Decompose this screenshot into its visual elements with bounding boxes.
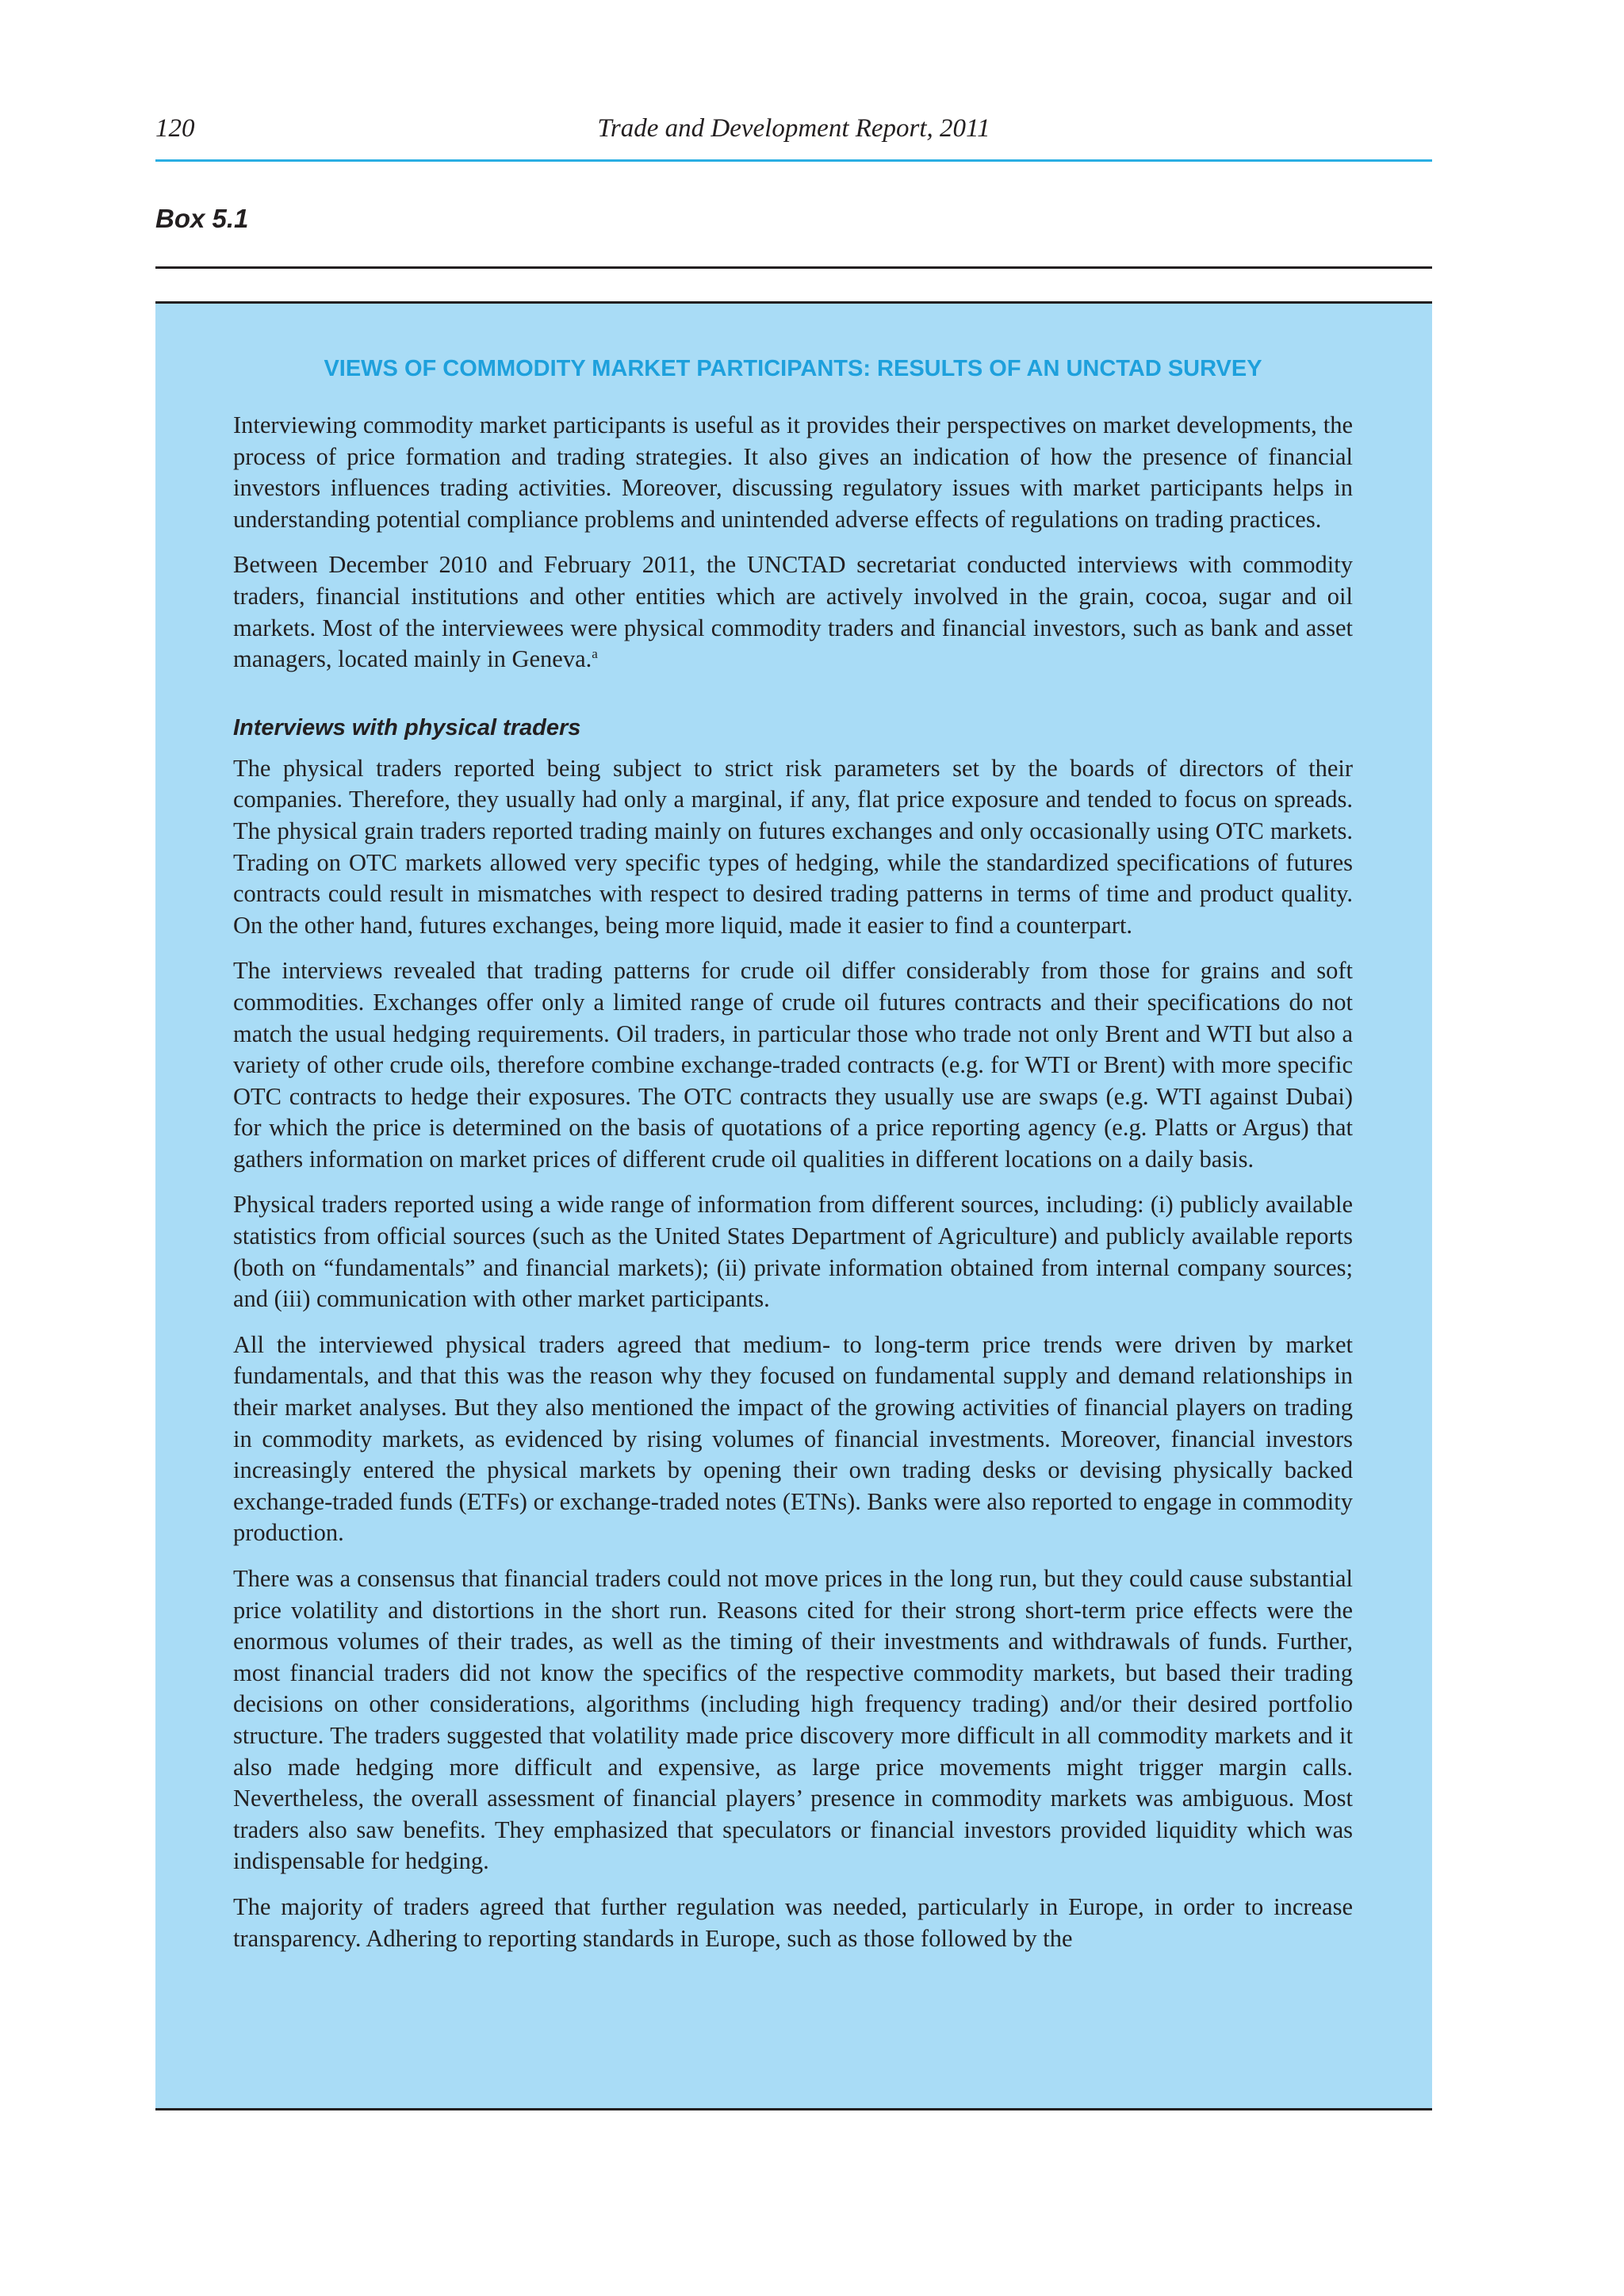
- box-top-rule: [155, 266, 1432, 269]
- page-header: [155, 113, 1432, 144]
- paragraph: All the interviewed physical traders agreed that medium- to long-term price trends were driven by market fundamentals, and that this was the reason why they focused on fundamental supply and demand relationships in their market analyses. But they also mentioned the impact of the growing activities of financial players on trading in commodity markets, as evidenced by rising volumes of financial investments. Moreover, financial investors increasingly entered the physical markets by opening their own trading desks or devising physically backed exchange-traded funds (ETFs) or exchange-traded notes (ETNs). Banks were also reported to engage in commodity production.: [233, 1330, 1353, 1547]
- paragraph: There was a consensus that financial traders could not move prices in the long run, but they could cause substantial price volatility and distortions in the short run. Reasons cited for their strong short-term price effects were the enormous volumes of their trades, as well as the timing of their investments and withdrawals of funds. Further, most financial traders did not know the specifics of the respective commodity markets, but based their trading decisions on other considerations, algorithms (including high frequency trading) and/or their desired portfolio structure. The traders suggested that volatility made price discovery more difficult in all commodity markets and it also made hedging more difficult and expensive, as large price movements might trigger margin calls. Nevertheless, the overall assessment of financial players’ presence in commodity markets was ambiguous. Most traders also saw benefits. They emphasized that speculators or financial investors provided liquidity which was indispensable for hedging.: [233, 1565, 1353, 1875]
- paragraph: The majority of traders agreed that further regulation was needed, particularly in Europe, in order to increase transparency. Adhering to reporting standards in Europe, such as those followed by the: [233, 1892, 1353, 1952]
- paragraph-with-footnote: [233, 549, 1353, 675]
- paragraph: The interviews revealed that trading patterns for crude oil differ considerably from those for grains and soft commodities. Exchanges offer only a limited range of crude oil futures contracts and their specifications do not match the usual hedging requirements. Oil traders, in particular those who trade not only Brent and WTI but also a variety of other crude oils, therefore combine exchange-traded contracts (e.g. for WTI or Brent) with more specific OTC contracts to hedge their exposures. The OTC contracts they usually use are swaps (e.g. WTI against Dubai) for which the price is determined on the basis of quotations of a price reporting agency (e.g. Platts or Argus) that gathers information on market prices of different crude oil qualities in different locations on a daily basis.: [233, 957, 1353, 1173]
- paragraph: Physical traders reported using a wide range of information from different sources, including: (i) publicly available statistics from official sources (such as the United States Department of Agriculture) and publicly available reports (both on “fundamentals” and financial markets); (ii) private information obtained from internal company sources; and (iii) communication with other market participants.: [233, 1191, 1353, 1313]
- paragraph: Interviewing commodity market participants is useful as it provides their perspectives on market developments, the process of price formation and trading strategies. It also gives an indication of how the presence of financial investors influences trading activities. Moreover, discussing regulatory issues with market participants helps in understanding potential compliance problems and unintended adverse effects of regulations on trading practices.: [233, 411, 1353, 533]
- paragraph: The physical traders reported being subject to strict risk parameters set by the boards of directors of their companies. Therefore, they usually had only a marginal, if any, flat price exposure and tended to focus on spreads. The physical grain traders reported trading mainly on futures exchanges and only occasionally using OTC markets. Trading on OTC markets allowed very specific types of hedging, while the standardized specifications of futures contracts could result in mismatches with respect to desired trading patterns in terms of time and product quality. On the other hand, futures exchanges, being more liquid, made it easier to find a counterpart.: [233, 754, 1353, 939]
- page-number: 120: [155, 114, 195, 143]
- section-subheading: Interviews with physical traders: [233, 714, 581, 740]
- paragraph-text: Between December 2010 and February 2011, the UNCTAD secretariat conducted interviews with commodity traders, financial institutions and other entities which are actively involved in the grain, cocoa, sugar and oil markets. Most of the interviewees were physical commodity traders and financial investors, such as bank and asset managers, located mainly in Geneva.: [233, 551, 1353, 673]
- header-rule: [155, 159, 1432, 162]
- running-title: Trade and Development Report, 2011: [597, 114, 990, 143]
- box-panel: [155, 301, 1432, 2110]
- box-label: Box 5.1: [155, 204, 249, 233]
- box-content: [233, 353, 1353, 1969]
- footnote-reference[interactable]: a: [592, 646, 598, 661]
- box-title: VIEWS OF COMMODITY MARKET PARTICIPANTS: RESULTS OF AN UNCTAD SURVEY: [324, 356, 1262, 381]
